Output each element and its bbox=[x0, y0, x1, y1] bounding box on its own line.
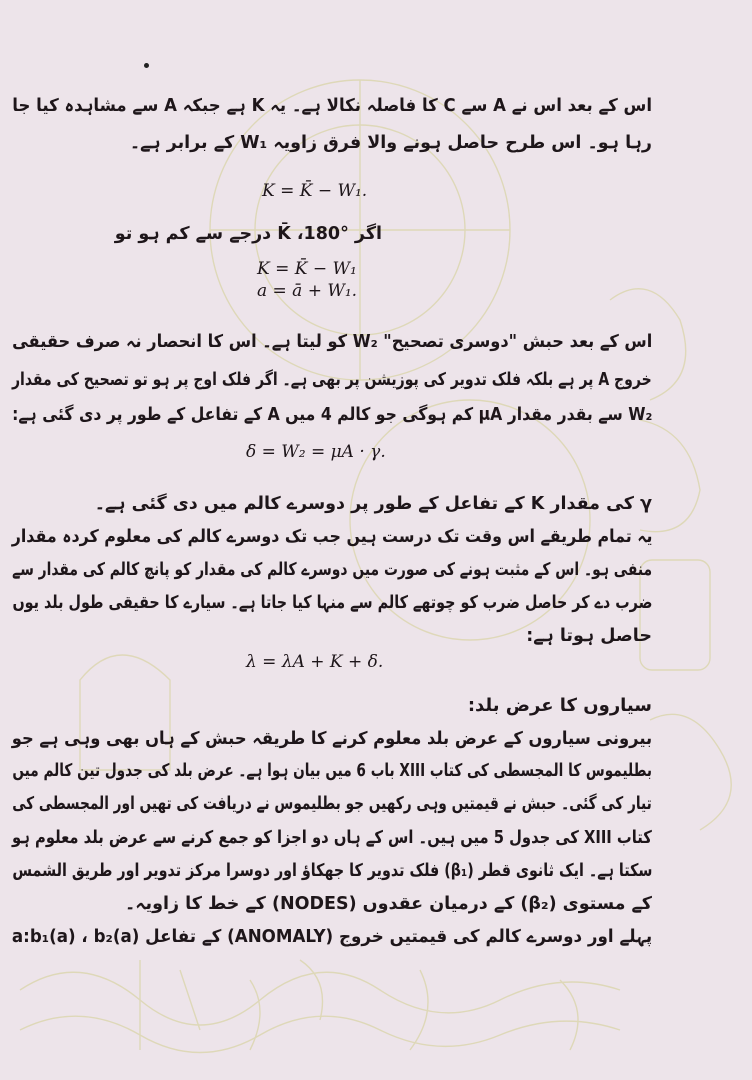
text-line: منفی ہو۔ اس کے مثبت ہونے کی صورت میں دوسرے کالم کی مقدار کو پانچ کالم کی مقدار سے bbox=[11, 560, 652, 580]
text-line: W₂ سے بقدر مقدار μA کم ہوگی جو کالم 4 میں A کے تفاعل کے طور پر دی گئی ہے: bbox=[11, 405, 652, 425]
equation: λ = λA + K + δ. bbox=[246, 652, 384, 672]
text-line: یہ تمام طریقے اس وقت تک درست ہیں جب تک دوسرے کالم کی معلوم کردہ مقدار bbox=[11, 527, 652, 547]
equation: δ = W₂ = μA · γ. bbox=[246, 442, 386, 462]
section-heading: سیاروں کا عرض بلد: bbox=[467, 695, 652, 716]
text-line: رہا ہو۔ اس طرح حاصل ہونے والا فرق زاویہ W₁ کے برابر ہے۔ bbox=[129, 133, 652, 153]
text-line: پہلے اور دوسرے کالم کی قیمتیں خروج (ANOMALY) کے تفاعل a:b₁(a) ، b₂(a) bbox=[11, 927, 652, 947]
equation: K = K̄ − W₁ bbox=[257, 259, 357, 279]
text-line: بیرونی سیاروں کے عرض بلد معلوم کرنے کا طریقہ حبش کے ہاں بھی وہی ہے جو bbox=[11, 729, 652, 749]
equation: a = ā + W₁. bbox=[257, 281, 358, 301]
text-line: کے مستوی (β₂) کے درمیان عقدوں (NODES) کے خط کا زاویہ۔ bbox=[125, 894, 652, 914]
page-mark bbox=[144, 63, 149, 68]
text-line: اس کے بعد اس نے A سے C کا فاصلہ نکالا ہے۔ یہ K ہے جبکہ A سے مشاہدہ کیا جا bbox=[12, 96, 652, 116]
text-line: ضرب دے کر حاصل ضرب کو چوتھے کالم سے منہا کیا جاتا ہے۔ سیارے کا حقیقی طول بلد یوں bbox=[12, 593, 652, 613]
equation: K = K̄ − W₁. bbox=[262, 181, 368, 201]
text-line: γ کی مقدار K کے تفاعل کے طور پر دوسرے کالم میں دی گئی ہے۔ bbox=[94, 494, 652, 514]
text-line: کتاب XIII کی جدول 5 میں ہیں۔ اس کے ہاں دو اجزا کو جمع کرنے سے عرض بلد معلوم ہو bbox=[12, 828, 652, 848]
text-line: خروج A پر ہے بلکہ فلک تدویر کی پوزیشن پر بھی ہے۔ اگر فلک اوج پر ہو تو تصحیح کی مقدار bbox=[12, 370, 652, 390]
text-line: بطلیموس کا المجسطی کی کتاب XIII باب 6 میں بیان ہوا ہے۔ عرض بلد کی جدول تین کالم میں bbox=[12, 761, 652, 781]
text-line: سکتا ہے۔ ایک ثانوی قطر (β₁) فلک تدویر کا جھکاؤ اور دوسرا مرکز تدویر اور طریق الشمس bbox=[11, 861, 652, 881]
text-line: اس کے بعد حبش "دوسری تصحیح" W₂ کو لیتا ہے۔ اس کا انحصار نہ صرف حقیقی bbox=[11, 332, 652, 352]
text-line: حاصل ہوتا ہے: bbox=[526, 626, 652, 646]
text-line: تیار کی گئی۔ حبش نے قیمتیں وہی رکھیں جو بطلیموس نے دریافت کی تھیں اور المجسطی کی bbox=[12, 794, 652, 814]
text-line: اگر K̄ ،180° درجے سے کم ہو تو bbox=[114, 224, 382, 244]
